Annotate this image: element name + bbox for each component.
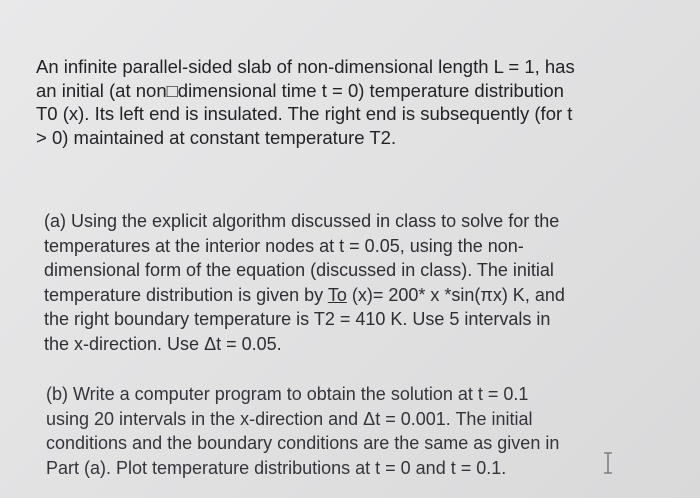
text-line: the x-direction. Use Δt = 0.05. bbox=[44, 333, 282, 354]
text-line bbox=[44, 283, 684, 308]
text-line: (b) Write a computer program to obtain the solution at t = 0.1 bbox=[46, 384, 529, 404]
text-line: > 0) maintained at constant temperature T2. bbox=[36, 126, 397, 148]
text-line: temperatures at the interior nodes at t = 0.05, using the non- bbox=[44, 235, 524, 256]
text-segment: temperature distribution is given by bbox=[44, 284, 328, 305]
text-line: An infinite parallel-sided slab of non-dimensional length L = 1, has bbox=[36, 56, 575, 77]
part-a-text bbox=[44, 209, 684, 356]
text-line: the right boundary temperature is T2 = 410 K. Use 5 intervals in bbox=[44, 309, 551, 329]
text-cursor-icon bbox=[603, 452, 613, 474]
text-segment: (x)= 200* x *sin(πx) K, and bbox=[346, 284, 565, 305]
text-line: dimensional form of the equation (discussed in class). The initial bbox=[44, 260, 554, 280]
text-line: T0 (x). Its left end is insulated. The right end is subsequently (for t bbox=[36, 103, 573, 124]
text-line: (a) Using the explicit algorithm discussed in class to solve for the bbox=[44, 211, 560, 231]
text-line: conditions and the boundary conditions are the same as given in bbox=[46, 433, 560, 453]
text-line: using 20 intervals in the x-direction and Δt = 0.001. The initial bbox=[46, 408, 533, 429]
part-b-text bbox=[46, 382, 682, 480]
underlined-to: To bbox=[327, 284, 347, 305]
text-line: an initial (at non□dimensional time t = 0) temperature distribution bbox=[36, 79, 564, 101]
text-line: Part (a). Plot temperature distributions at t = 0 and t = 0.1. bbox=[46, 457, 507, 478]
problem-statement bbox=[36, 55, 684, 149]
